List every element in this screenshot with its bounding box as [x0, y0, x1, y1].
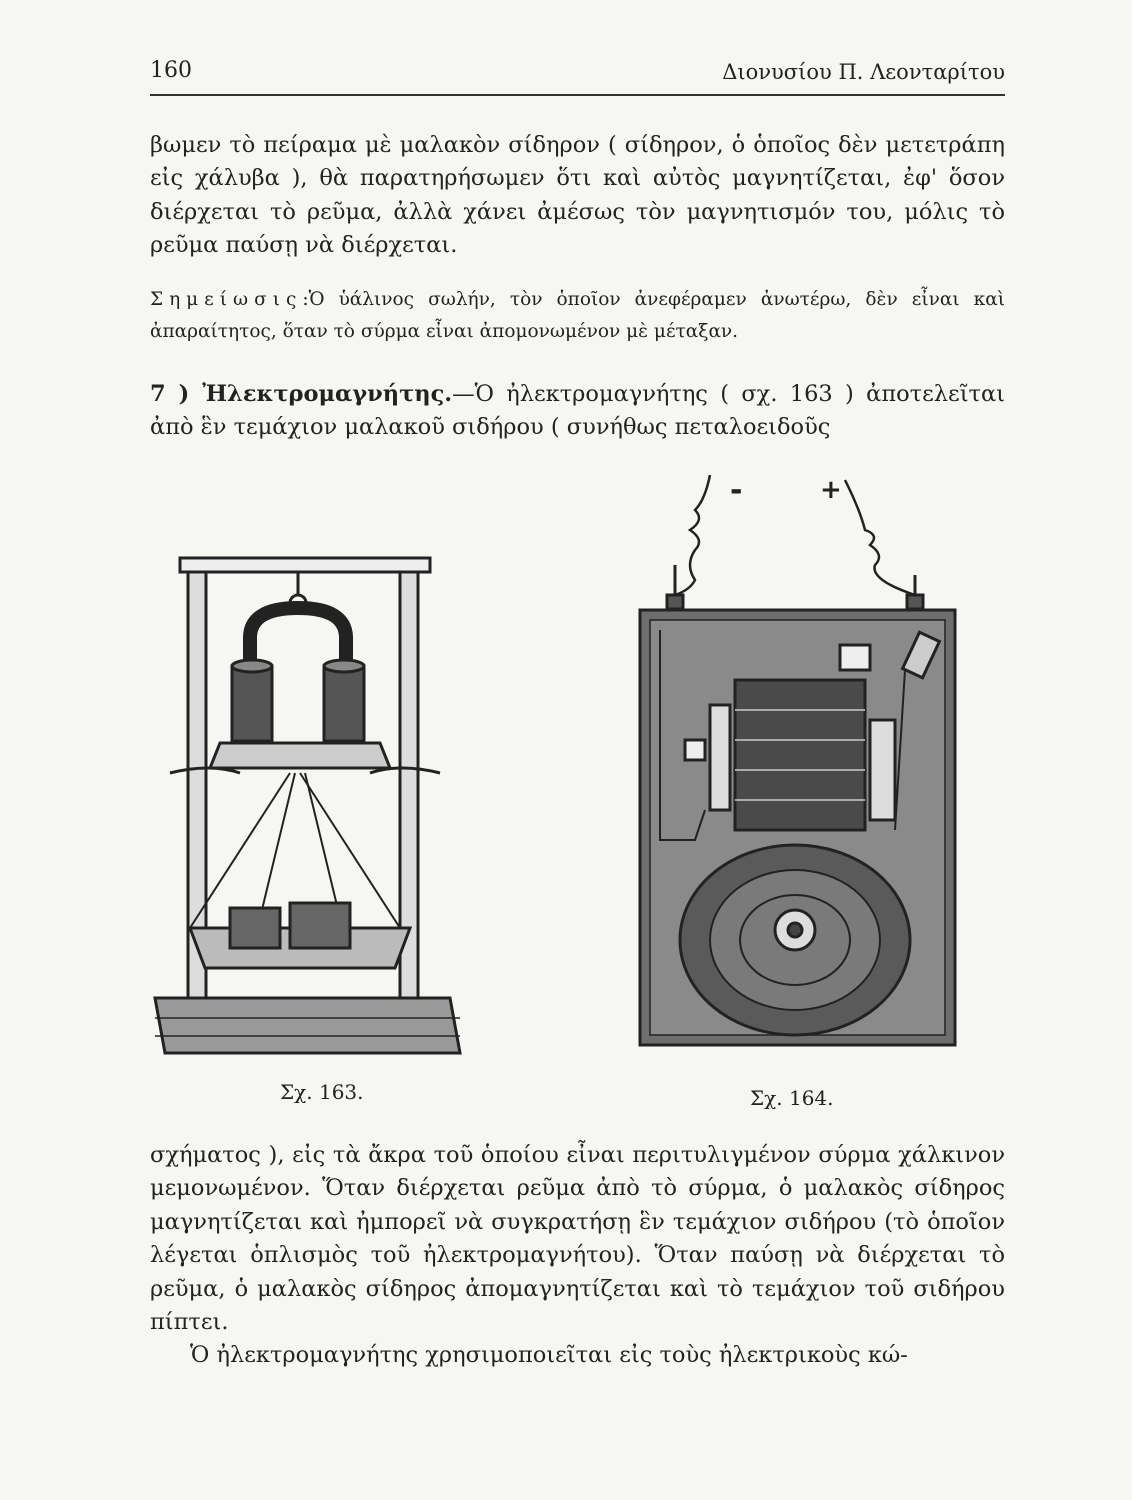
paragraph-1: [150, 129, 1005, 263]
section-paragraph: [150, 378, 1005, 445]
page-header: [150, 58, 1005, 92]
running-head: Διονυσίου Π. Λεονταρίτου: [722, 60, 1005, 84]
paragraph-4-text: Ὁ ἠλεκτρομαγνήτης χρησιμοποιεῖται εἰς τοὺς ἠλεκτρικοὺς κώ-: [190, 1342, 908, 1369]
page-number: 160: [150, 58, 192, 83]
paragraph-1-text: βωμεν τὸ πείραμα μὲ μαλακὸν σίδηρον ( σίδηρον, ὁ ὁποῖος δὲν μετετράπη εἰς χάλυβα ), θὰ παρατηρήσωμεν ὅτι καὶ αὐτὸς μαγνητίζεται, ἐφ' ὅσον διέρχεται τὸ ρεῦμα, ἀλλὰ χάνει ἀμέσως τὸν μαγνητισμόν του, μόλις τὸ ρεῦμα παύσῃ νὰ διέρχεται.: [150, 132, 1005, 259]
note: [150, 284, 1005, 348]
note-label: Σημείωσις: [150, 289, 303, 310]
plus-label: +: [820, 475, 842, 505]
section-text: —Ὁ ἠλεκτρομαγνήτης ( σχ. 163 ) ἀποτελεῖται ἀπὸ ἓν τεμάχιον μαλακοῦ σιδήρου ( συνήθως πεταλοειδοῦς: [150, 381, 1005, 441]
figure-163-electromagnet: [150, 548, 470, 1068]
figure-164-electric-bell: [595, 470, 975, 1060]
section-heading: 7 ) Ἠλεκτρομαγνήτης.: [150, 381, 453, 407]
paragraph-3-text: σχήματος ), εἰς τὰ ἄκρα τοῦ ὁποίου εἶναι περιτυλιγμένον σύρμα χάλκινον μεμονωμένον. Ὅταν διέρχεται ρεῦμα ἀπὸ τὸ σύρμα, ὁ μαλακὸς σίδηρος μαγνητίζεται καὶ ἠμπορεῖ νὰ συγκρατήσῃ ἓν τεμάχιον σιδήρου (τὸ ὁποῖον λέγεται ὁπλισμὸς τοῦ ἠλεκτρομαγνήτου). Ὅταν παύσῃ νὰ διέρχεται τὸ ρεῦμα, ὁ μαλακὸς σίδηρος ἀπομαγνητίζεται καὶ τὸ τεμάχιον τοῦ σιδήρου πίπτει.: [150, 1142, 1005, 1336]
note-text: :Ὁ ὑάλινος σωλήν, τὸν ὁποῖον ἀνεφέραμεν ἀνωτέρω, δὲν εἶναι καὶ ἀπαραίτητος, ὅταν τὸ σύρμα εἶναι ἀπομονωμένον μὲ μέταξαν.: [150, 289, 1005, 342]
paragraph-3: [150, 1139, 1005, 1373]
minus-label: -: [730, 473, 743, 508]
figure-164-caption: Σχ. 164.: [750, 1086, 834, 1110]
header-rule: [150, 94, 1005, 96]
figure-163-caption: Σχ. 163.: [280, 1080, 364, 1104]
